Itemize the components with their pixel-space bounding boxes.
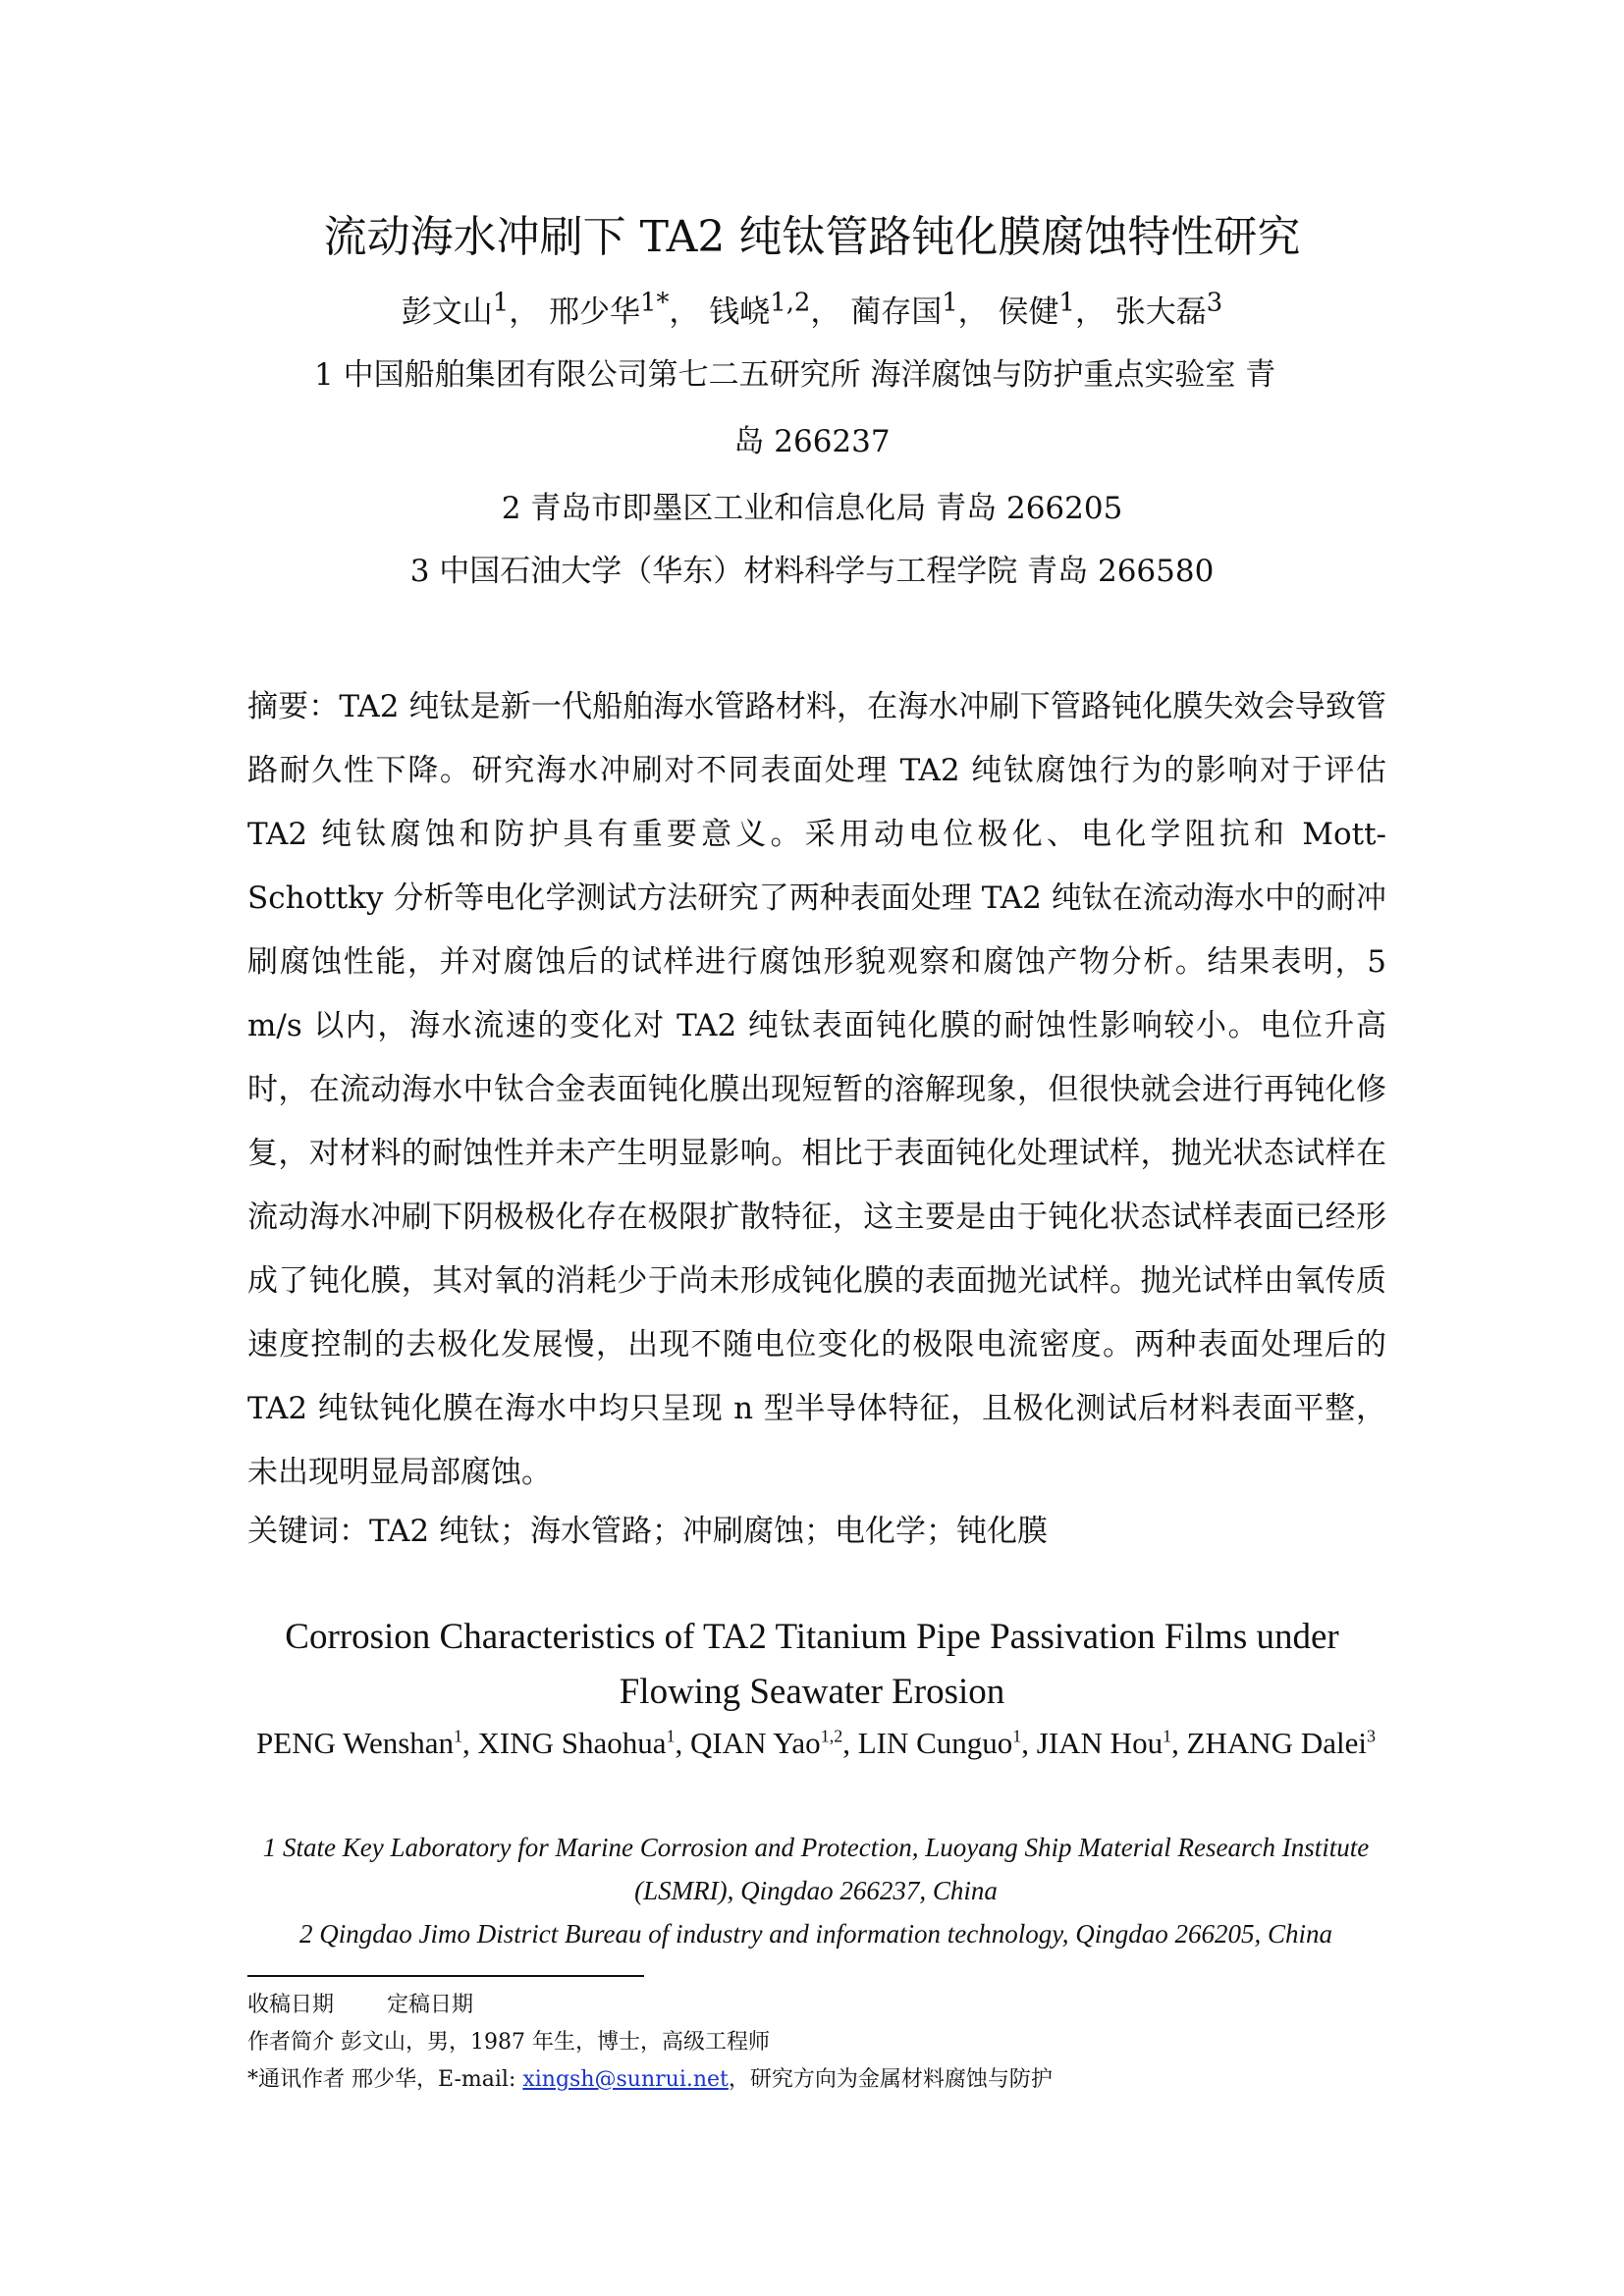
author-affiliation-mark: 1,2 xyxy=(820,1726,843,1746)
author-name: LIN Cunguo xyxy=(857,1726,1013,1760)
author-name: ZHANG Dalei xyxy=(1186,1726,1367,1760)
author-affiliation-mark: 1* xyxy=(640,288,670,318)
abstract-label: 摘要： xyxy=(247,689,340,724)
abstract-text: TA2 纯钛是新一代船舶海水管路材料，在海水冲刷下管路钝化膜失效会导致管路耐久性下降。研究海水冲刷对不同表面处理 TA2 纯钛腐蚀行为的影响对于评估 TA2 纯钛腐蚀和防护具有重要意义。采用动电位极化、电化学阻抗和 Mott-Schottky 分析等电化学测试方法研究了两种表面处理 TA2 纯钛在流动海水中的耐冲刷腐蚀性能，并对腐蚀后的试样进行腐蚀形貌观察和腐蚀产物分析。结果表明，5 m/s 以内，海水流速的变化对 TA2 纯钛表面钝化膜的耐蚀性影响较小。电位升高时，在流动海水中钛合金表面钝化膜出现短暂的溶解现象，但很快就会进行再钝化修复，对材料的耐蚀性并未产生明显影响。相比于表面钝化处理试样，抛光状态试样在流动海水冲刷下阴极极化存在极限扩散特征，这主要是由于钝化状态试样表面已经形成了钝化膜，其对氧的消耗少于尚未形成钝化膜的表面抛光试样。抛光试样由氧传质速度控制的去极化发展慢，出现不随电位变化的极限电流密度。两种表面处理后的 TA2 纯钛钝化膜在海水中均只呈现 n 型半导体特征，且极化测试后材料表面平整，未出现明显局部腐蚀。 xyxy=(247,689,1387,1490)
chinese-author-list: 彭文山$^1$， 邢少华$^{1*}$， 钱峣$^{1,2}$， 蔺存国$^1$， 侯健$^1$， 张大磊$^3$ xyxy=(401,288,1223,330)
author-affiliation-mark: 1 xyxy=(1058,288,1075,318)
author-affiliation-mark: 3 xyxy=(1206,288,1223,318)
author-name: JIAN Hou xyxy=(1036,1726,1164,1760)
author-affiliation-mark: 1 xyxy=(454,1726,463,1746)
english-affiliation-2: 2 Qingdao Jimo District Bureau of industry and information technology, Qingdao 266205, China xyxy=(299,1919,1332,1949)
english-author-list: PENG Wenshan$^1$, XING Shaohua$^1$, QIAN Yao$^{1,2}$, LIN Cunguo$^1$, JIAN Hou$^1$, ZHANG Dalei$^3$ xyxy=(256,1726,1376,1760)
author-name: 彭文山 xyxy=(401,294,493,330)
chinese-title: 流动海水冲刷下 TA2 纯钛管路钝化膜腐蚀特性研究 xyxy=(323,212,1301,262)
author-affiliation-mark: 1,2 xyxy=(770,288,811,318)
keywords-text: TA2 纯钛；海水管路；冲刷腐蚀；电化学；钝化膜 xyxy=(369,1514,1048,1549)
chinese-affiliation-1: 1 中国船舶集团有限公司第七二五研究所 海洋腐蚀与防护重点实验室 青 xyxy=(314,357,1276,393)
author-affiliation-mark: 1 xyxy=(1012,1726,1022,1746)
chinese-affiliation-2: 2 青岛市即墨区工业和信息化局 青岛 266205 xyxy=(501,491,1123,526)
author-name: 蔺存国 xyxy=(850,294,943,330)
english-title-line-1: Corrosion Characteristics of TA2 Titanium Pipe Passivation Films under xyxy=(285,1617,1339,1657)
received-date-label: 收稿日期 xyxy=(247,1993,335,2017)
author-name: QIAN Yao xyxy=(690,1726,821,1760)
footnote-corresponding-author xyxy=(247,2065,1053,2095)
footnote-author-bio: 作者简介 彭文山，男，1987 年生，博士，高级工程师 xyxy=(247,2030,770,2055)
author-name: 侯健 xyxy=(998,294,1059,330)
author-name: 张大磊 xyxy=(1114,294,1207,330)
author-affiliation-mark: 3 xyxy=(1366,1726,1376,1746)
corresponding-email-link[interactable]: xingsh@sunrui.net xyxy=(522,2067,729,2092)
chinese-keywords xyxy=(247,1510,1386,1553)
author-affiliation-mark: 1 xyxy=(492,288,510,318)
author-name: XING Shaohua xyxy=(477,1726,667,1760)
author-affiliation-mark: 1 xyxy=(666,1726,676,1746)
author-name: PENG Wenshan xyxy=(256,1726,455,1760)
footnote-divider xyxy=(247,1975,644,1977)
accepted-date-label: 定稿日期 xyxy=(387,1993,474,2017)
author-affiliation-mark: 1 xyxy=(942,288,958,318)
english-title-line-2: Flowing Seawater Erosion xyxy=(619,1672,1005,1712)
research-direction-text: ，研究方向为金属材料腐蚀与防护 xyxy=(728,2067,1053,2092)
author-name: 邢少华 xyxy=(549,294,641,330)
keywords-label: 关键词： xyxy=(247,1514,369,1549)
author-name: 钱峣 xyxy=(709,294,771,330)
author-affiliation-mark: 1 xyxy=(1163,1726,1172,1746)
chinese-affiliation-1-continued: 岛 266237 xyxy=(733,424,891,459)
corresponding-author-text: *通讯作者 邢少华，E-mail: xyxy=(247,2067,523,2092)
english-title xyxy=(0,1610,1624,1720)
footnote-dates xyxy=(247,1991,473,2020)
english-affiliation-1: 1 State Key Laboratory for Marine Corrosion and Protection, Luoyang Ship Material Research Institute (LSMRI), Qingdao 266237, China xyxy=(262,1833,1370,1905)
chinese-abstract xyxy=(247,675,1386,1505)
chinese-affiliation-3: 3 中国石油大学（华东）材料科学与工程学院 青岛 266580 xyxy=(409,554,1215,589)
